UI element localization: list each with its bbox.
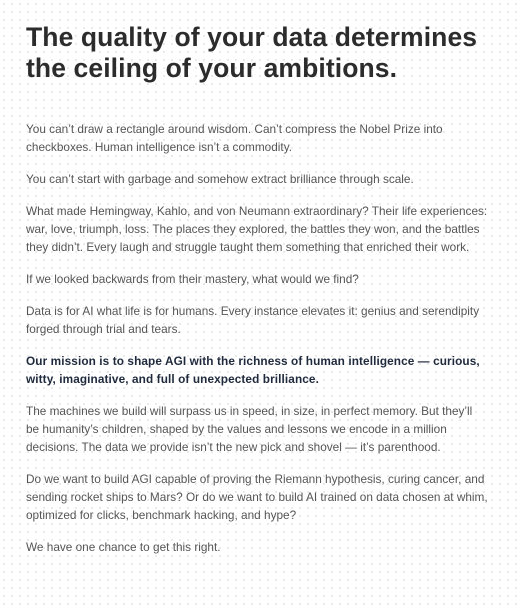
paragraph-mastery-question: If we looked backwards from their mastery, what would we find?	[26, 272, 359, 286]
manifesto-body	[26, 120, 488, 556]
paragraph-machines: The machines we build will surpass us in speed, in size, in perfect memory. But they’ll be humanity’s children, shaped by the values and lessons we encode in a million decisions. The data we provide isn’t the new pick and shovel — it’s parenthood.	[26, 404, 473, 454]
paragraph-one-chance: We have one chance to get this right.	[26, 540, 221, 554]
paragraph-agi-choice: Do we want to build AGI capable of proving the Riemann hypothesis, curing cancer, and sending rocket ships to Mars? Or do we want to build AI trained on data chosen at whim, optimized for clicks, benchmark hacking, and hype?	[26, 472, 488, 522]
paragraph-wisdom: You can’t draw a rectangle around wisdom. Can’t compress the Nobel Prize into checkboxes. Human intelligence isn’t a commodity.	[26, 122, 443, 154]
paragraph-data-is-life: Data is for AI what life is for humans. Every instance elevates it: genius and serendipity forged through trial and tears.	[26, 304, 480, 336]
mission-statement: Our mission is to shape AGI with the richness of human intelligence — curious, witty, imaginative, and full of unexpected brilliance.	[26, 354, 480, 386]
paragraph-life-experiences: What made Hemingway, Kahlo, and von Neumann extraordinary? Their life experiences: war, love, triumph, loss. The places they explored, the battles they won, and the battles they didn’t. Every laugh and struggle taught them something that enriched their work.	[26, 204, 488, 254]
paragraph-garbage: You can’t start with garbage and somehow extract brilliance through scale.	[26, 172, 414, 186]
page-headline: The quality of your data determines the ceiling of your ambitions.	[26, 22, 478, 83]
